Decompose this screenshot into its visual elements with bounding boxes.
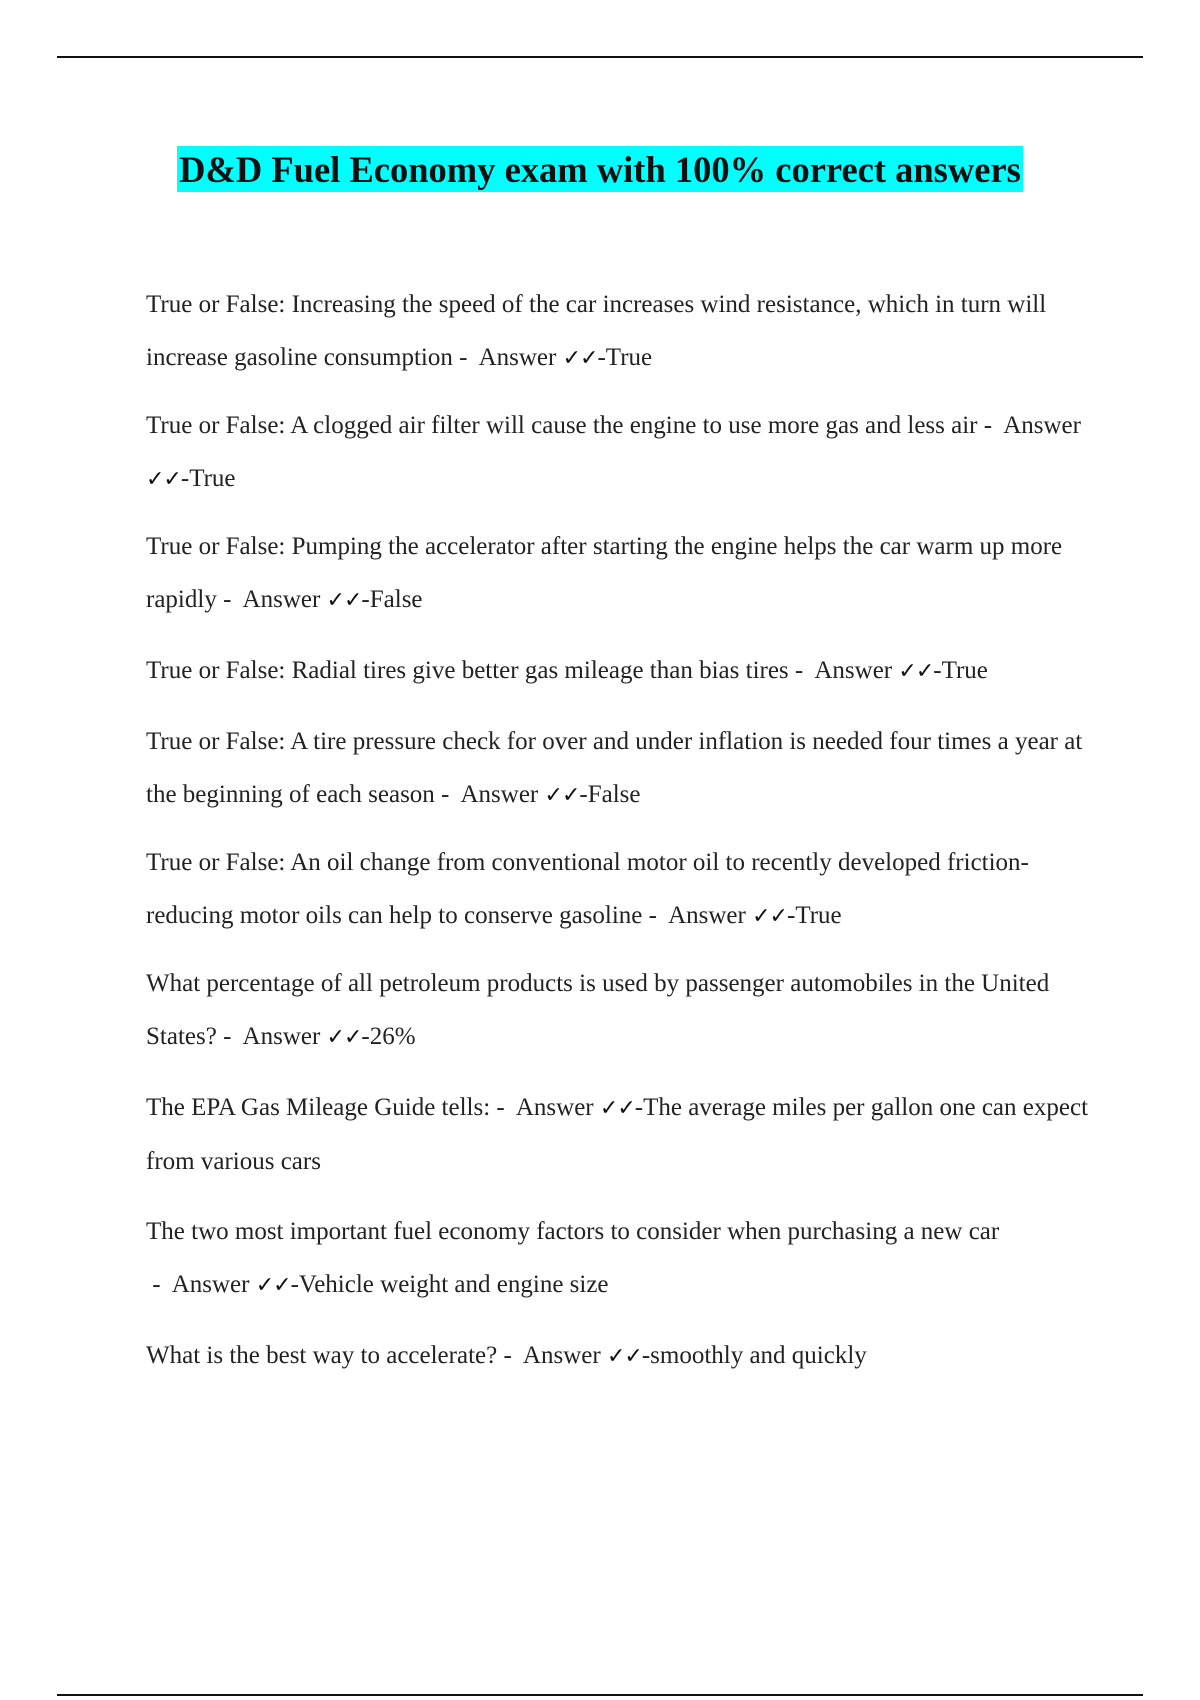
bottom-rule [57,1694,1143,1696]
question-text: True or False: An oil change from conventional motor oil to recently developed friction-reducing motor oils can help to conserve gasoline [146,849,1029,929]
answer-label: Answer [171,1271,250,1298]
answer-label: Answer [242,1023,321,1050]
qa-item: True or False: A clogged air filter will cause the engine to use more gas and less air - Answer ✓✓-True [146,412,1081,492]
double-check-icon: ✓✓ [599,1096,635,1121]
answer-text: True [795,902,842,929]
qa-item: True or False: Radial tires give better gas mileage than bias tires - Answer ✓✓-True [146,657,988,684]
double-check-icon: ✓✓ [898,659,934,684]
answer-text: True [941,657,988,684]
qa-item: True or False: An oil change from conventional motor oil to recently developed friction-reducing motor oils can help to conserve gasoline - Answer ✓✓-True [146,849,1029,929]
answer-text: False [587,781,641,808]
qa-item: The EPA Gas Mileage Guide tells: - Answer ✓✓-The average miles per gallon one can expect from various cars [146,1094,1089,1175]
question-text: What is the best way to accelerate? [146,1342,498,1369]
answer-label: Answer [460,781,539,808]
qa-item: The two most important fuel economy factors to consider when purchasing a new car - Answer ✓✓-Vehicle weight and engine size [146,1218,1000,1298]
qa-item: True or False: Increasing the speed of the car increases wind resistance, which in turn will increase gasoline consumption - Answer ✓✓-True [146,291,1047,371]
document-title: D&D Fuel Economy exam with 100% correct answers [177,146,1023,192]
qa-item: What percentage of all petroleum products is used by passenger automobiles in the United States? - Answer ✓✓-26% [146,970,1050,1050]
double-check-icon: ✓✓ [544,783,580,808]
qa-item: True or False: Pumping the accelerator after starting the engine helps the car warm up more rapidly - Answer ✓✓-False [146,533,1063,613]
answer-label: Answer [814,657,893,684]
question-text: True or False: Radial tires give better gas mileage than bias tires [146,657,789,684]
double-check-icon: ✓✓ [606,1344,642,1369]
answer-label: Answer [515,1094,594,1121]
answer-text: False [369,586,423,613]
double-check-icon: ✓✓ [255,1273,291,1298]
double-check-icon: ✓✓ [752,904,787,929]
answer-label: Answer [1003,412,1081,439]
answer-text: True [605,344,653,371]
question-text: True or False: A tire pressure check for over and under inflation is needed four times a year at the beginning of each season [146,728,1083,808]
answer-text: Vehicle weight and engine size [298,1271,609,1298]
double-check-icon: ✓✓ [562,346,598,371]
title-container [0,146,1200,192]
question-text: True or False: A clogged air filter will cause the engine to use more gas and less air [146,412,978,439]
double-check-icon: ✓✓ [326,588,362,613]
question-text: True or False: Increasing the speed of the car increases wind resistance, which in turn will increase gasoline consumption [146,291,1047,371]
double-check-icon: ✓✓ [326,1025,362,1050]
top-rule [57,56,1143,58]
question-text: What percentage of all petroleum products is used by passenger automobiles in the United States? [146,970,1050,1050]
answer-label: Answer [522,1342,601,1369]
answer-text: 26% [369,1023,416,1050]
qa-list [146,278,1094,1397]
answer-text: smoothly and quickly [650,1342,867,1369]
question-text: The two most important fuel economy factors to consider when purchasing a new car [146,1218,1000,1245]
answer-text: The average miles per gallon one can expect from various cars [146,1094,1089,1175]
answer-label: Answer [478,344,557,371]
question-text: The EPA Gas Mileage Guide tells: [146,1094,491,1121]
answer-label: Answer [242,586,321,613]
question-text: True or False: Pumping the accelerator after starting the engine helps the car warm up more rapidly [146,533,1063,613]
double-check-icon: ✓✓ [146,467,181,492]
answer-label: Answer [668,902,746,929]
qa-item: True or False: A tire pressure check for over and under inflation is needed four times a year at the beginning of each season - Answer ✓✓-False [146,728,1083,808]
answer-text: True [189,465,236,492]
qa-item: What is the best way to accelerate? - Answer ✓✓-smoothly and quickly [146,1342,867,1369]
